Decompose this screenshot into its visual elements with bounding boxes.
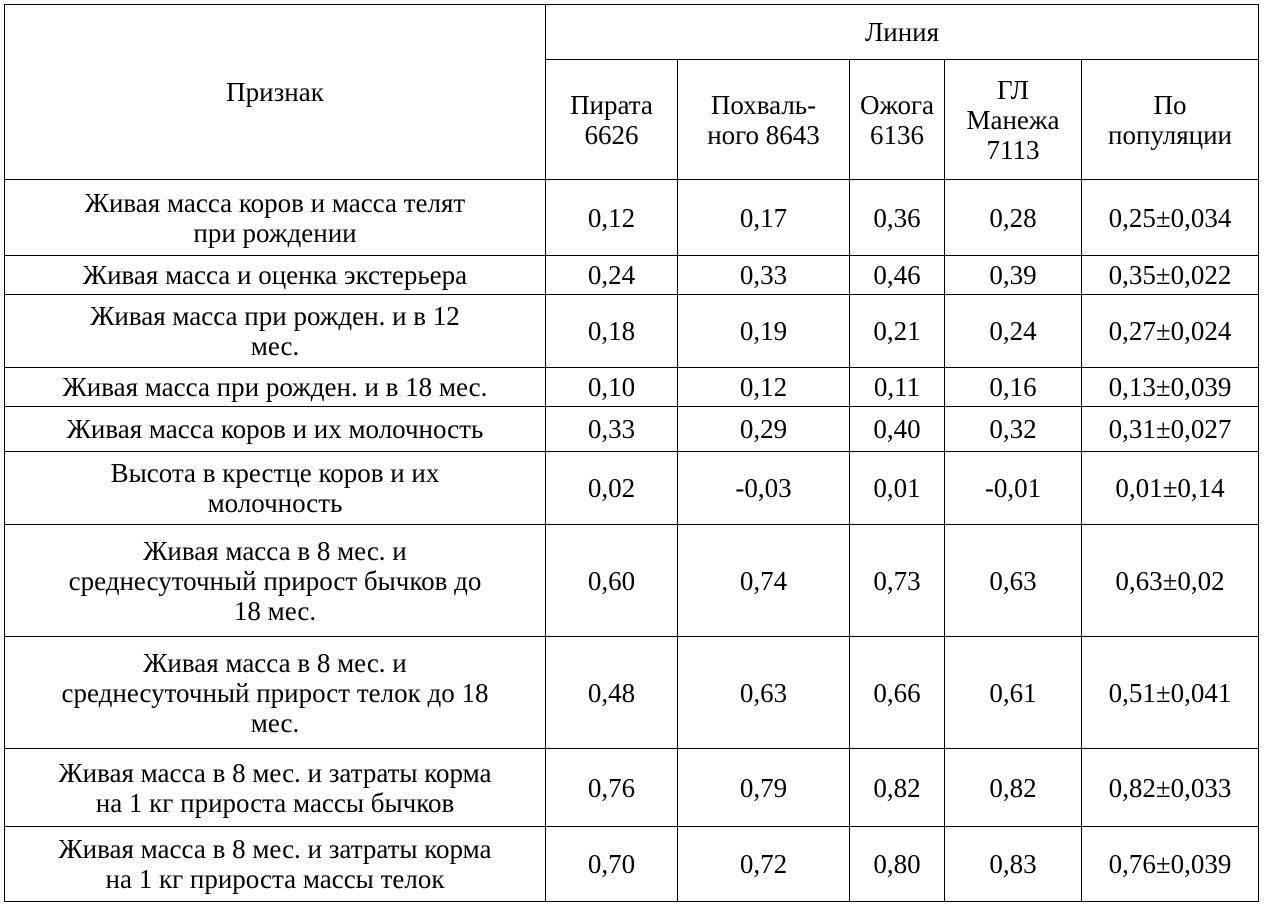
value-cell: 0,28 xyxy=(945,180,1082,256)
correlation-table xyxy=(4,4,1259,902)
table-row xyxy=(5,452,1259,525)
value-cell: -0,03 xyxy=(678,452,850,525)
value-cell: 0,12 xyxy=(678,368,850,407)
value-cell: 0,51±0,041 xyxy=(1082,637,1259,749)
value-cell: 0,72 xyxy=(678,827,850,902)
value-cell: 0,76±0,039 xyxy=(1082,827,1259,902)
value-cell: 0,35±0,022 xyxy=(1082,256,1259,295)
feature-line: на 1 кг прироста массы бычков xyxy=(95,787,455,818)
value-cell: 0,36 xyxy=(850,180,945,256)
value-cell: 0,74 xyxy=(678,525,850,637)
feature-cell xyxy=(5,525,546,637)
value-cell: 0,25±0,034 xyxy=(1082,180,1259,256)
feature-line: среднесуточный прирост бычков до xyxy=(68,565,482,596)
value-cell: 0,21 xyxy=(850,295,945,368)
value-cell: 0,82 xyxy=(850,749,945,827)
column-header xyxy=(945,60,1082,180)
table-body xyxy=(5,180,1259,902)
value-cell: 0,24 xyxy=(945,295,1082,368)
feature-line: на 1 кг прироста массы телок xyxy=(105,864,445,894)
feature-cell xyxy=(5,256,546,295)
feature-line: Живая масса коров и масса телят xyxy=(84,187,466,218)
feature-cell xyxy=(5,749,546,827)
value-cell: -0,01 xyxy=(945,452,1082,525)
value-cell: 0,82 xyxy=(945,749,1082,827)
feature-cell xyxy=(5,407,546,452)
value-cell: 0,79 xyxy=(678,749,850,827)
value-cell: 0,33 xyxy=(678,256,850,295)
feature-cell xyxy=(5,295,546,368)
table-row xyxy=(5,256,1259,295)
feature-header: Признак xyxy=(5,5,546,180)
value-cell: 0,76 xyxy=(546,749,678,827)
feature-line: Живая масса в 8 мес. и затраты корма xyxy=(58,757,492,788)
column-header-line: 7113 xyxy=(986,134,1040,165)
table-row xyxy=(5,749,1259,827)
table-row xyxy=(5,637,1259,749)
column-header-line: популяции xyxy=(1108,119,1232,150)
feature-line: Живая масса при рожден. и в 18 мес. xyxy=(62,372,488,402)
value-cell: 0,11 xyxy=(850,368,945,407)
lines-group-header: Линия xyxy=(546,5,1259,60)
column-header-line: 6136 xyxy=(870,119,924,150)
feature-line: среднесуточный прирост телок до 18 xyxy=(61,677,489,708)
value-cell: 0,01±0,14 xyxy=(1082,452,1259,525)
feature-line: Живая масса в 8 мес. и затраты корма xyxy=(58,834,492,864)
value-cell: 0,66 xyxy=(850,637,945,749)
value-cell: 0,63 xyxy=(678,637,850,749)
value-cell: 0,27±0,024 xyxy=(1082,295,1259,368)
value-cell: 0,70 xyxy=(546,827,678,902)
value-cell: 0,17 xyxy=(678,180,850,256)
feature-line: Живая масса в 8 мес. и xyxy=(143,535,407,566)
feature-line: Живая масса коров и их молочность xyxy=(66,414,484,444)
feature-line: молочность xyxy=(207,488,343,518)
value-cell: 0,46 xyxy=(850,256,945,295)
column-header xyxy=(850,60,945,180)
feature-cell xyxy=(5,637,546,749)
column-header-line: 6626 xyxy=(584,119,639,150)
column-header-line: ГЛ xyxy=(997,74,1029,105)
table-row xyxy=(5,180,1259,256)
value-cell: 0,33 xyxy=(546,407,678,452)
table-row xyxy=(5,827,1259,902)
value-cell: 0,12 xyxy=(546,180,678,256)
feature-cell xyxy=(5,827,546,902)
value-cell: 0,61 xyxy=(945,637,1082,749)
feature-line: 18 мес. xyxy=(233,595,317,626)
value-cell: 0,10 xyxy=(546,368,678,407)
feature-line: Высота в крестце коров и их xyxy=(110,458,440,488)
value-cell: 0,83 xyxy=(945,827,1082,902)
column-header xyxy=(1082,60,1259,180)
column-header-line: ного 8643 xyxy=(707,119,820,150)
table-row xyxy=(5,295,1259,368)
column-header-line: По xyxy=(1153,89,1187,120)
value-cell: 0,82±0,033 xyxy=(1082,749,1259,827)
value-cell: 0,02 xyxy=(546,452,678,525)
column-header-line: Манежа xyxy=(966,104,1060,135)
value-cell: 0,48 xyxy=(546,637,678,749)
feature-line: при рождении xyxy=(193,217,357,248)
value-cell: 0,63 xyxy=(945,525,1082,637)
column-header xyxy=(546,60,678,180)
value-cell: 0,63±0,02 xyxy=(1082,525,1259,637)
value-cell: 0,31±0,027 xyxy=(1082,407,1259,452)
value-cell: 0,73 xyxy=(850,525,945,637)
value-cell: 0,24 xyxy=(546,256,678,295)
feature-line: мес. xyxy=(250,331,300,361)
feature-line: Живая масса в 8 мес. и xyxy=(143,647,407,678)
column-header xyxy=(678,60,850,180)
header-row-top xyxy=(5,5,1259,60)
value-cell: 0,13±0,039 xyxy=(1082,368,1259,407)
column-header-line: Похваль- xyxy=(710,89,817,120)
column-header-line: Ожога xyxy=(859,89,935,120)
table-row xyxy=(5,368,1259,407)
value-cell: 0,39 xyxy=(945,256,1082,295)
value-cell: 0,19 xyxy=(678,295,850,368)
table-row xyxy=(5,525,1259,637)
feature-cell xyxy=(5,180,546,256)
value-cell: 0,16 xyxy=(945,368,1082,407)
value-cell: 0,29 xyxy=(678,407,850,452)
feature-line: мес. xyxy=(250,707,300,738)
value-cell: 0,18 xyxy=(546,295,678,368)
table-row xyxy=(5,407,1259,452)
feature-line: Живая масса при рожден. и в 12 xyxy=(90,301,460,331)
value-cell: 0,80 xyxy=(850,827,945,902)
column-header-line: Пирата xyxy=(570,89,653,120)
feature-cell xyxy=(5,452,546,525)
value-cell: 0,32 xyxy=(945,407,1082,452)
value-cell: 0,01 xyxy=(850,452,945,525)
feature-cell xyxy=(5,368,546,407)
value-cell: 0,60 xyxy=(546,525,678,637)
feature-line: Живая масса и оценка экстерьера xyxy=(82,260,468,290)
value-cell: 0,40 xyxy=(850,407,945,452)
